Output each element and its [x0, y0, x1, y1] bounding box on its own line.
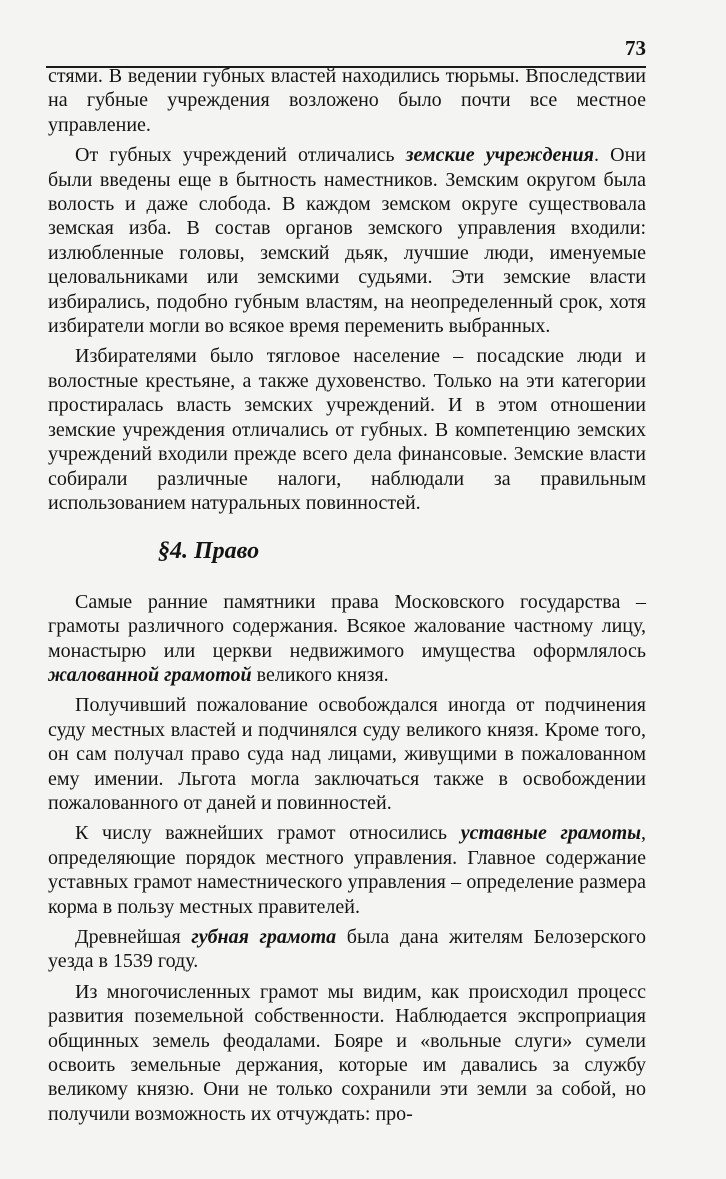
paragraph [48, 925, 646, 974]
paragraph [48, 693, 646, 815]
text-run: Древнейшая [75, 926, 192, 948]
emphasized-term: уставные грамоты [460, 822, 642, 845]
paragraph [48, 590, 646, 688]
text-run: . Они были введены еще в бытность наместников. Земским округом была волость и даже слобода. В каждом земском округе существовала земская изба. В состав органов земского управления входили: излюбленные головы, земский дьяк, лучшие люди, именуемые целовальниками или земскими судьями. Эти земские власти избирались, подобно губным властям, на неопределенный срок, хотя избиратели могли во всякое время переменить выбранных. [48, 144, 647, 338]
section-title: §4. Право [158, 538, 260, 565]
text-run: Избирателями было тягловое население – посадские люди и волостные крестьяне, а также духовенство. Только на эти категории простиралась власть земских учреждений. И в этом отношении земские учреждения отличались от губных. В компетенцию земских учреждений входили прежде всего дела финансовые. Земские власти собирали различные налоги, наблюдали за правильным использованием натуральных повинностей. [48, 345, 646, 514]
text-run: Самые ранние памятники права Московского государства – грамоты различного содержания. Всякое жалование частному лицу, монастырю или церкви недвижимого имущества оформлялось [48, 590, 646, 662]
paragraph [48, 821, 646, 919]
text-run: К числу важнейших грамот относились [75, 822, 461, 845]
emphasized-term: земские учреждения [405, 144, 594, 167]
paragraph [48, 143, 646, 338]
paragraphs-before-section [48, 64, 646, 515]
text-run: стями. В ведении губных властей находились тюрьмы. Впоследствии на губные учреждения возложено было почти все местное управление. [48, 65, 646, 136]
paragraphs-after-section [48, 590, 646, 1127]
paragraph [48, 980, 646, 1126]
paragraph [48, 344, 646, 515]
text-run: , определяющие порядок местного управления. Главное содержание уставных грамот наместнического управления – определение размера корма в пользу местных правителей. [48, 822, 647, 918]
text-run: была дана жителям Белозерского уезда в 1539 году. [48, 926, 646, 973]
text-run: Из многочисленных грамот мы видим, как происходил процесс развития поземельной собственности. Наблюдается экспроприация общинных земель феодалами. Бояре и «вольные слуги» сумели освоить земельные держания, которые им давались за службу великому князю. Они не только сохранили эти земли за собой, но получили возможность их отчуждать: про- [48, 980, 646, 1125]
paragraph [48, 64, 646, 137]
text-run: великого князя. [251, 663, 389, 686]
emphasized-term: жалованной грамотой [48, 663, 252, 686]
page-body [48, 64, 646, 1132]
text-run: Получивший пожалование освобождался иногда от подчинения суду местных властей и подчинялся суду великого князя. Кроме того, он сам получал право суда над лицами, живущими в пожалованном ему имении. Льгота могла заключаться также в освобождении пожалованного от даней и повинностей. [48, 694, 646, 814]
page-number: 73 [625, 36, 646, 60]
emphasized-term: губная грамота [191, 926, 337, 948]
text-run: От губных учреждений отличались [75, 144, 406, 167]
